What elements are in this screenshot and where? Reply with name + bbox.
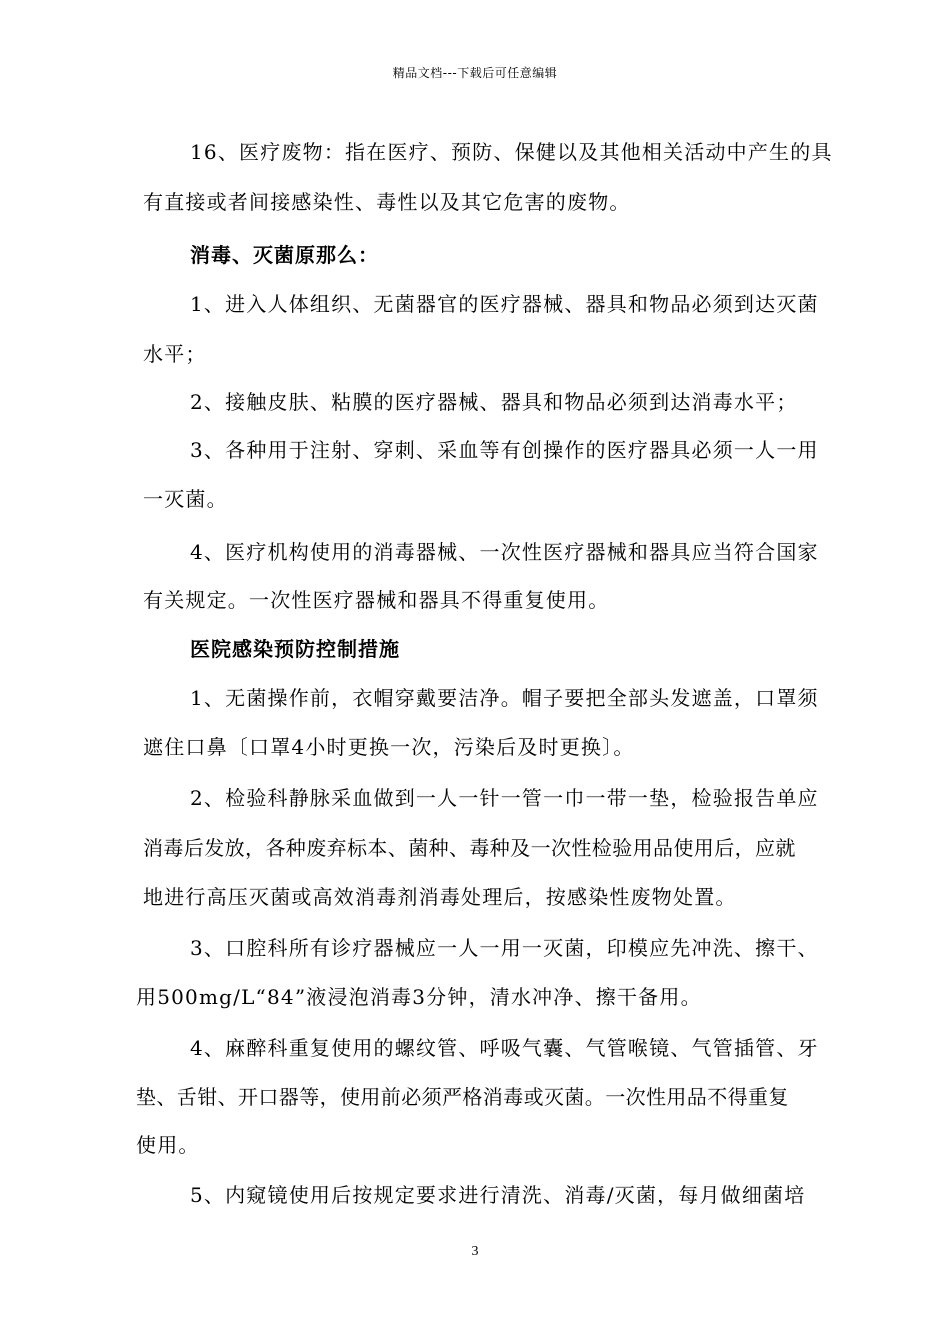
paragraph-line: 4、麻醉科重复使用的螺纹管、呼吸气囊、气管喉镜、气管插管、牙 [190, 1036, 819, 1060]
paragraph-line: 3、口腔科所有诊疗器械应一人一用一灭菌，印模应先冲洗、擦干、 [190, 936, 819, 960]
paragraph-line: 有直接或者间接感染性、毒性以及其它危害的废物。 [143, 190, 631, 214]
paragraph-line: 2、接触皮肤、粘膜的医疗器械、器具和物品必须到达消毒水平； [190, 390, 798, 414]
paragraph-line: 遮住口鼻〔口罩4小时更换一次，污染后及时更换〕。 [143, 735, 635, 759]
page-header: 精品文档---下载后可任意编辑 [392, 66, 558, 80]
paragraph-line: 有关规定。一次性医疗器械和器具不得重复使用。 [143, 588, 610, 612]
paragraph-line: 5、内窥镜使用后按规定要求进行清洗、消毒/灭菌，每月做细菌培 [190, 1183, 806, 1207]
paragraph-line: 1、无菌操作前，衣帽穿戴要洁净。帽子要把全部头发遮盖，口罩须 [190, 686, 819, 710]
paragraph-line: 一灭菌。 [143, 487, 228, 511]
paragraph-line: 使用。 [136, 1133, 200, 1157]
paragraph-line: 垫、舌钳、开口器等，使用前必须严格消毒或灭菌。一次性用品不得重复 [136, 1085, 789, 1109]
section-heading: 消毒、灭菌原那么： [190, 243, 379, 267]
paragraph-line: 用500mg/L“84”液浸泡消毒3分钟，清水冲净、擦干备用。 [136, 985, 702, 1009]
paragraph-line: 1、进入人体组织、无菌器官的医疗器械、器具和物品必须到达灭菌 [190, 292, 819, 316]
paragraph-line: 2、检验科静脉采血做到一人一针一管一巾一带一垫，检验报告单应 [190, 786, 819, 810]
paragraph-line: 3、各种用于注射、穿刺、采血等有创操作的医疗器具必须一人一用 [190, 438, 819, 462]
paragraph-line: 16、医疗废物：指在医疗、预防、保健以及其他相关活动中产生的具 [190, 140, 833, 164]
paragraph-line: 水平； [143, 342, 207, 366]
paragraph-line: 地进行高压灭菌或高效消毒剂消毒处理后，按感染性废物处置。 [143, 885, 737, 909]
paragraph-line: 4、医疗机构使用的消毒器械、一次性医疗器械和器具应当符合国家 [190, 540, 819, 564]
paragraph-line: 消毒后发放，各种废弃标本、菌种、毒种及一次性检验用品使用后，应就 [143, 836, 796, 860]
page-number: 3 [471, 1244, 479, 1259]
section-heading: 医院感染预防控制措施 [190, 637, 400, 661]
